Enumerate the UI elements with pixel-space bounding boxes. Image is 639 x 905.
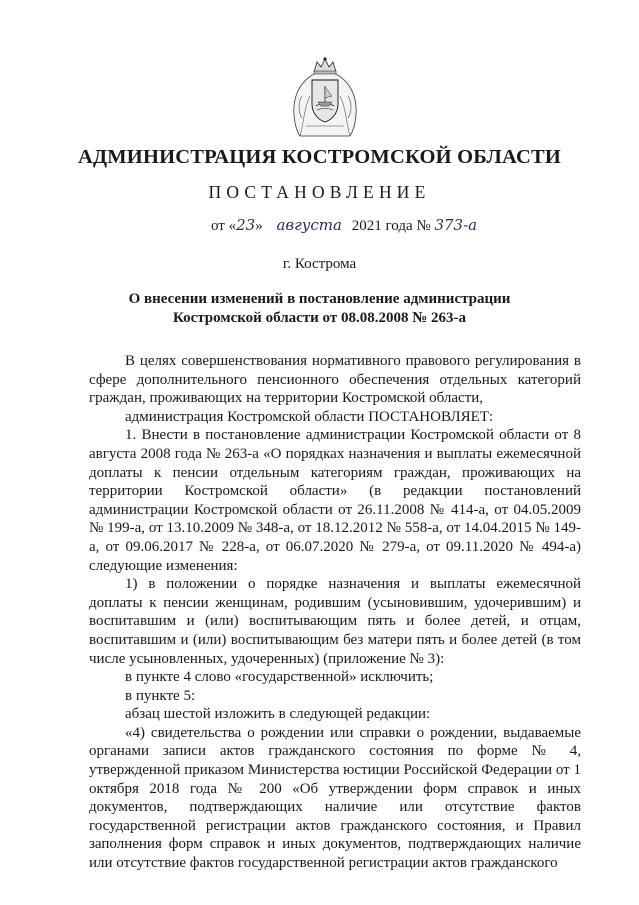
paragraph: администрация Костромской области ПОСТАНОВЛЯЕТ: bbox=[125, 408, 494, 425]
document-number: 373-а bbox=[434, 216, 478, 234]
document-type: ПОСТАНОВЛЕНИЕ bbox=[208, 182, 431, 202]
date-prefix: от « bbox=[211, 218, 237, 234]
date-year: 2021 года № bbox=[347, 218, 435, 234]
document-heading bbox=[0, 290, 639, 327]
heading-line: О внесении изменений в постановление администрации bbox=[128, 291, 511, 307]
paragraph: абзац шестой изложить в следующей редакции: bbox=[125, 706, 431, 723]
paragraph: «4) свидетельства о рождении или справки о рождении, выдаваемые органами записи актов гражданского состояния по форме № 4, утвержденной приказом Министерства юстиции Российской Федерации от 1 октября 2018 года № 200 «Об утверждении форм справок и иных документов, подтверждающих наличие или отсутствие фактов государственной регистрации актов гражданского состояния, и Правил заполнения форм справок и иных документов, подтверждающих наличие или отсутствие фактов государственной регистрации актов гражданского bbox=[89, 724, 581, 872]
document-body bbox=[89, 352, 581, 873]
date-month: августа bbox=[276, 216, 342, 234]
paragraph: 1) в положении о порядке назначения и выплаты ежемесячной доплаты к пенсии женщинам, родившим (усыновившим, удочерившим) и воспитавшим и (или) воспитывающим пять и более детей, и отцам, воспитавшим и (или) воспитывающим без матери пять и более детей (в том числе усыновленных, удочеренных) (приложение № 3): bbox=[89, 576, 581, 667]
city: г. Кострома bbox=[282, 256, 357, 272]
date-mid: » bbox=[255, 218, 267, 234]
paragraph: В целях совершенствования нормативного правового регулирования в сфере дополнительного пенсионного обеспечения отдельных категорий граждан, проживающих на территории Костромской области, bbox=[89, 353, 581, 407]
paragraph: в пункте 5: bbox=[125, 687, 196, 704]
heading-line: Костромской области от 08.08.2008 № 263-а bbox=[172, 309, 467, 326]
coat-of-arms-emblem bbox=[290, 56, 360, 138]
paragraph: в пункте 4 слово «государственной» исключить; bbox=[125, 669, 434, 686]
paragraph: 1. Внести в постановление администрации Костромской области от 8 августа 2008 года № 263-а «О порядках назначения и выплаты ежемесячной доплаты к пенсии отдельным категориям граждан, проживающих на территории Костромской области» (в редакции постановлений администрации Костромской области от 26.11.2008 № 414-а, от 04.05.2009 № 199-а, от 13.10.2009 № 348-а, от 18.12.2012 № 558-а, от 14.04.2015 № 149-а, от 09.06.2017 № 228-а, от 06.07.2020 № 279-а, от 09.11.2020 № 494-а) следующие изменения: bbox=[89, 427, 581, 574]
date-day: 23 bbox=[236, 216, 256, 234]
organization-title: АДМИНИСТРАЦИЯ КОСТРОМСКОЙ ОБЛАСТИ bbox=[77, 146, 562, 168]
date-line bbox=[211, 216, 477, 235]
